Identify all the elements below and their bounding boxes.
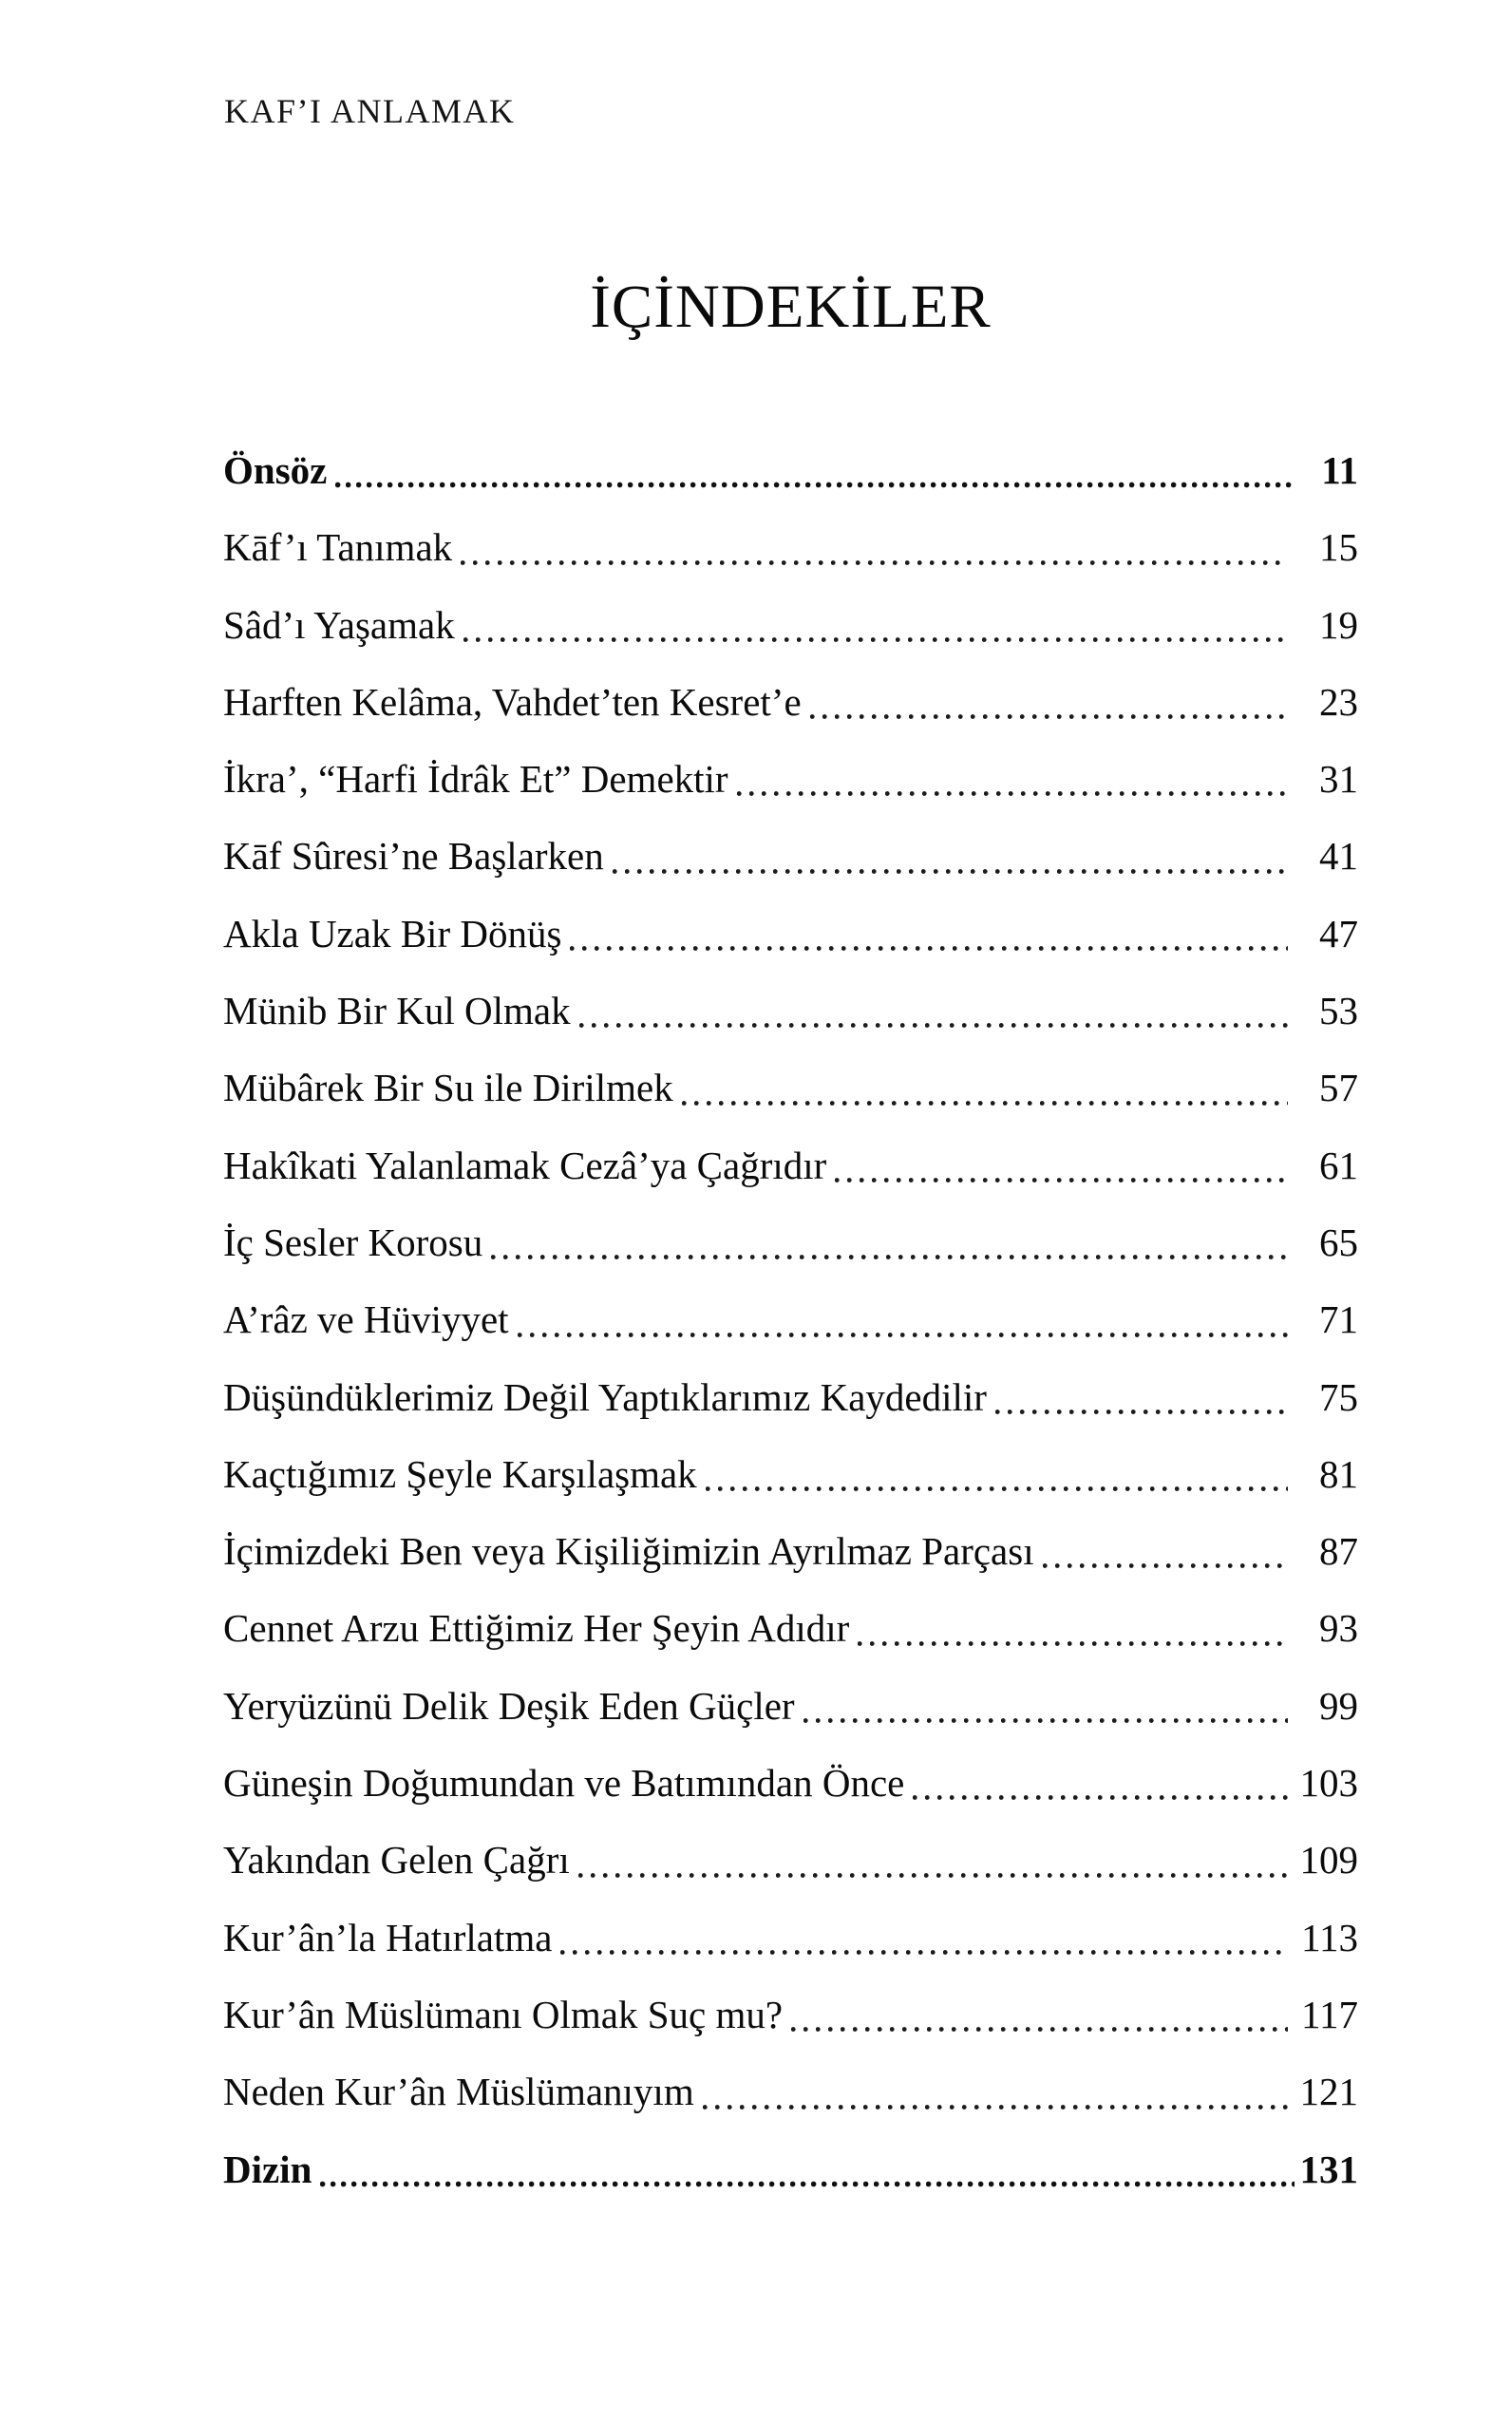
toc-entry-label: Akla Uzak Bir Dönüş	[223, 911, 562, 956]
toc-entry-label: Kāf Sûresi’ne Başlarken	[223, 834, 604, 879]
toc-entry-label: Hakîkati Yalanlamak Cezâ’ya Çağrıdır	[223, 1143, 827, 1187]
toc-entry-label: Cennet Arzu Ettiğimiz Her Şeyin Adıdır	[223, 1606, 850, 1651]
toc-page-number: 121	[1299, 2070, 1358, 2114]
toc-row	[223, 1513, 1358, 1590]
toc-row	[223, 973, 1358, 1050]
toc-page-number: 87	[1319, 1529, 1358, 1574]
toc-entry-label: İkra’, “Harfi İdrâk Et” Demektir	[223, 757, 728, 802]
toc-row	[223, 896, 1358, 973]
dot-leader	[858, 1640, 1288, 1647]
toc-row	[223, 432, 1358, 509]
dot-leader	[682, 1100, 1288, 1107]
toc-page-number: 103	[1299, 1761, 1358, 1806]
toc-page-number: 31	[1319, 757, 1358, 802]
toc-list	[223, 432, 1358, 2208]
dot-leader	[491, 1254, 1288, 1260]
toc-row	[223, 1900, 1358, 1977]
toc-entry-label: Güneşin Doğumundan ve Batımından Önce	[223, 1761, 905, 1806]
toc-row	[223, 664, 1358, 741]
dot-leader	[737, 790, 1288, 797]
toc-entry-label: Harften Kelâma, Vahdet’ten Kesret’e	[223, 679, 802, 724]
dot-leader	[913, 1794, 1288, 1801]
dot-leader	[570, 945, 1288, 952]
toc-page-number: 113	[1301, 1915, 1358, 1959]
toc-page-number: 109	[1299, 1838, 1358, 1883]
dot-leader	[518, 1332, 1288, 1338]
toc-entry-label: Önsöz	[223, 448, 328, 492]
toc-row	[223, 818, 1358, 895]
toc-row	[223, 741, 1358, 818]
toc-page-number: 41	[1319, 834, 1358, 879]
toc-row	[223, 1127, 1358, 1204]
toc-page-number: 23	[1319, 679, 1358, 724]
toc-page-number: 53	[1319, 989, 1358, 1033]
dot-leader	[320, 2181, 1295, 2187]
toc-page-number: 65	[1319, 1220, 1358, 1264]
toc-row	[223, 2131, 1358, 2208]
toc-page-number: 131	[1299, 2147, 1358, 2191]
toc-page-number: 15	[1319, 525, 1358, 570]
toc-page-number: 81	[1319, 1451, 1358, 1496]
toc-row	[223, 1050, 1358, 1126]
toc-page-number: 75	[1319, 1374, 1358, 1419]
dot-leader	[810, 713, 1288, 720]
toc-entry-label: Yakından Gelen Çağrı	[223, 1838, 570, 1883]
toc-page-number: 47	[1319, 911, 1358, 956]
dot-leader	[995, 1409, 1288, 1415]
dot-leader	[835, 1177, 1288, 1183]
toc-row	[223, 1359, 1358, 1436]
toc-entry-label: Kur’ân’la Hatırlatma	[223, 1915, 553, 1959]
toc-entry-label: Yeryüzünü Delik Deşik Eden Güçler	[223, 1683, 795, 1728]
toc-row	[223, 587, 1358, 664]
toc-row	[223, 1436, 1358, 1513]
page-title: İÇİNDEKİLER	[590, 273, 992, 341]
toc-entry-label: Düşündüklerimiz Değil Yaptıklarımız Kaydedilir	[223, 1374, 987, 1419]
dot-leader	[613, 868, 1288, 875]
toc-entry-label: Dizin	[223, 2147, 312, 2191]
toc-row	[223, 1281, 1358, 1358]
toc-page-number: 117	[1301, 1992, 1358, 2036]
dot-leader	[461, 559, 1288, 566]
toc-entry-label: Münib Bir Kul Olmak	[223, 989, 571, 1033]
running-header: KAF’I ANLAMAK	[224, 92, 516, 130]
toc-page-number: 11	[1321, 448, 1358, 492]
dot-leader	[791, 2026, 1288, 2033]
toc-page-number: 61	[1319, 1143, 1358, 1187]
toc-row	[223, 1204, 1358, 1281]
dot-leader	[463, 636, 1288, 643]
toc-row	[223, 1977, 1358, 2053]
toc-row	[223, 2053, 1358, 2130]
toc-row	[223, 1745, 1358, 1822]
toc-entry-label: Kaçtığımız Şeyle Karşılaşmak	[223, 1451, 697, 1496]
toc-entry-label: Neden Kur’ân Müslümanıyım	[223, 2070, 694, 2114]
toc-entry-label: A’râz ve Hüviyyet	[223, 1297, 509, 1342]
toc-page-number: 19	[1319, 602, 1358, 647]
toc-entry-label: Kāf’ı Tanımak	[223, 525, 453, 570]
toc-page-number: 57	[1319, 1066, 1358, 1110]
dot-leader	[335, 482, 1295, 488]
toc-entry-label: Kur’ân Müslümanı Olmak Suç mu?	[223, 1992, 784, 2036]
dot-leader	[1043, 1562, 1288, 1569]
toc-entry-label: İç Sesler Korosu	[223, 1220, 483, 1264]
dot-leader	[703, 2104, 1288, 2110]
toc-entry-label: Mübârek Bir Su ile Dirilmek	[223, 1066, 673, 1110]
dot-leader	[706, 1485, 1288, 1492]
toc-row	[223, 1822, 1358, 1899]
toc-page-number: 99	[1319, 1683, 1358, 1728]
dot-leader	[579, 1022, 1288, 1029]
toc-row	[223, 1590, 1358, 1667]
dot-leader	[803, 1717, 1288, 1724]
dot-leader	[578, 1872, 1288, 1879]
toc-page-number: 71	[1319, 1297, 1358, 1342]
toc-page-number: 93	[1319, 1606, 1358, 1651]
toc-entry-label: İçimizdeki Ben veya Kişiliğimizin Ayrılmaz Parçası	[223, 1529, 1034, 1574]
toc-row	[223, 1668, 1358, 1745]
toc-row	[223, 509, 1358, 586]
toc-entry-label: Sâd’ı Yaşamak	[223, 602, 455, 647]
dot-leader	[560, 1949, 1288, 1956]
